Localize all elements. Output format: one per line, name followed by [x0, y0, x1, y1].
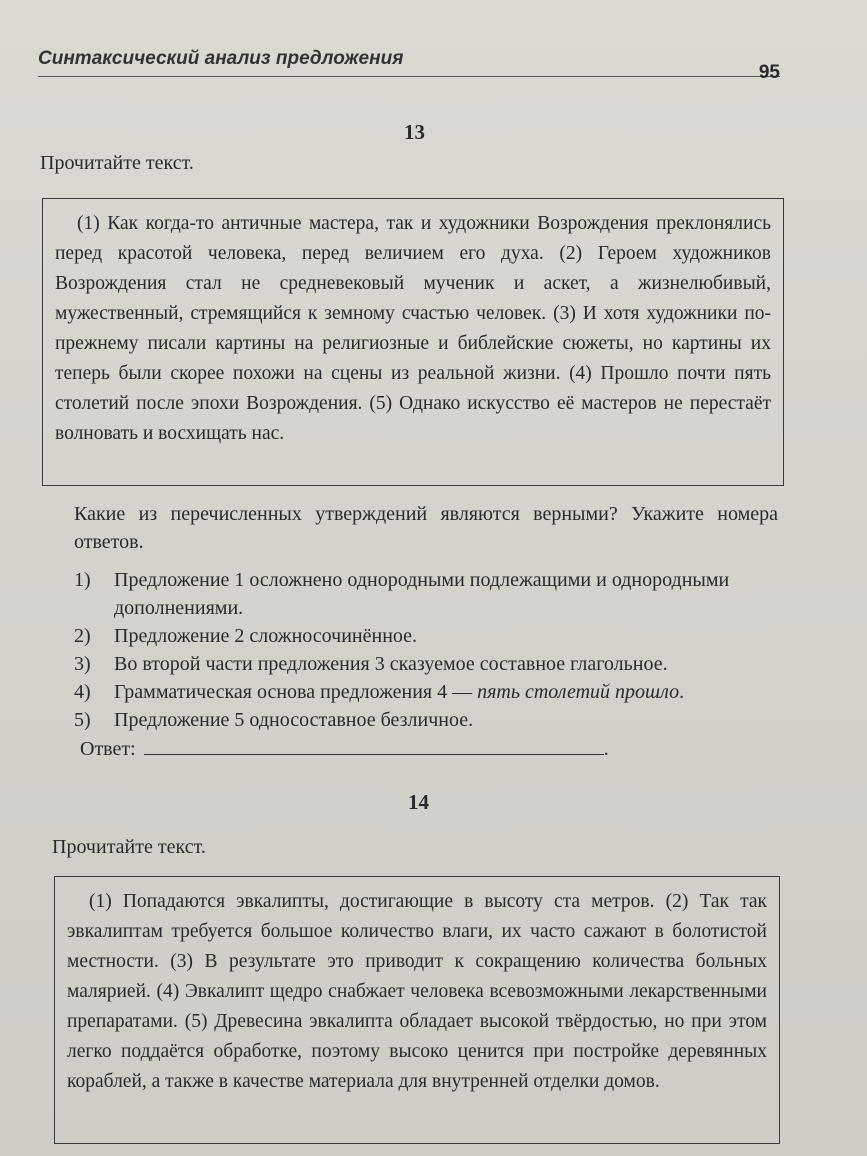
task-14-text-box: [54, 876, 780, 1144]
answer-label: Ответ:: [80, 738, 136, 760]
task-13-question: [74, 500, 778, 556]
option-text: Предложение 5 односоставное безличное.: [114, 709, 474, 731]
task-14-text: (1) Попадаются эвкалипты, достигающие в высоту ста метров. (2) Так так эвкалиптам требуется большое количество влаги, их часто сажают в болотистой местности. (3) В результате это приводит к сокращению количества больных малярией. (4) Эвкалипт щедро снабжает человека всевозможными лекарственными препаратами. (5) Древесина эвкалипта обладает высокой твёрдостью, но при этом легко поддаётся обработке, поэтому высоко ценится при постройке деревянных кораблей, а также в качестве материала для внутренней отделки домов.: [67, 891, 767, 1092]
task-13-text: (1) Как когда-то античные мастера, так и художники Возрождения преклонялись перед красотой человека, перед величием его духа. (2) Героем художников Возрождения стал не средневековый мученик и аскет, а жизнелюбивый, мужественный, стремящийся к земному счастью человек. (3) И хотя художники по-прежнему писали картины на религиозные и библейские сюжеты, но картины их теперь были скорее похожи на сцены из реальной жизни. (4) Прошло почти пять столетий после эпохи Возрождения. (5) Однако искусство её мастеров не перестаёт волновать и восхищать нас.: [55, 213, 771, 444]
answer-input-line[interactable]: [144, 738, 604, 755]
option-1: [74, 566, 784, 622]
page-number: 95: [758, 62, 780, 83]
answer-row: [80, 738, 609, 761]
task-13-number: 13: [404, 120, 425, 144]
option-number: 3): [74, 653, 91, 675]
option-2: [74, 622, 784, 650]
option-3: [74, 650, 784, 678]
page-header: [38, 48, 780, 83]
section-title: Синтаксический анализ предложения: [38, 48, 404, 69]
task-13-prompt: Прочитайте текст.: [40, 152, 194, 174]
option-number: 1): [74, 569, 91, 591]
task-13-text-box: [42, 198, 784, 486]
option-italic-phrase: пять столетий прошло: [477, 681, 680, 703]
option-5: [74, 706, 784, 734]
task-13-options: [74, 566, 784, 734]
option-text: Грамматическая основа предложения 4 —: [114, 681, 473, 703]
answer-end: .: [603, 738, 609, 760]
option-text: Предложение 2 сложносочинённое.: [114, 625, 418, 647]
option-number: 5): [74, 709, 91, 731]
task-14-prompt: Прочитайте текст.: [52, 836, 206, 858]
option-number: 4): [74, 681, 91, 703]
task-14-number: 14: [408, 790, 429, 814]
option-text: Предложение 1 осложнено однородными подлежащими и однородными дополнениями.: [114, 569, 730, 619]
option-4: [74, 678, 784, 706]
option-tail: .: [679, 681, 685, 703]
option-text: Во второй части предложения 3 сказуемое составное глагольное.: [114, 653, 668, 675]
option-number: 2): [74, 625, 91, 647]
task-13-question-text: Какие из перечисленных утверждений являются верными? Укажите номера ответов.: [74, 503, 778, 553]
